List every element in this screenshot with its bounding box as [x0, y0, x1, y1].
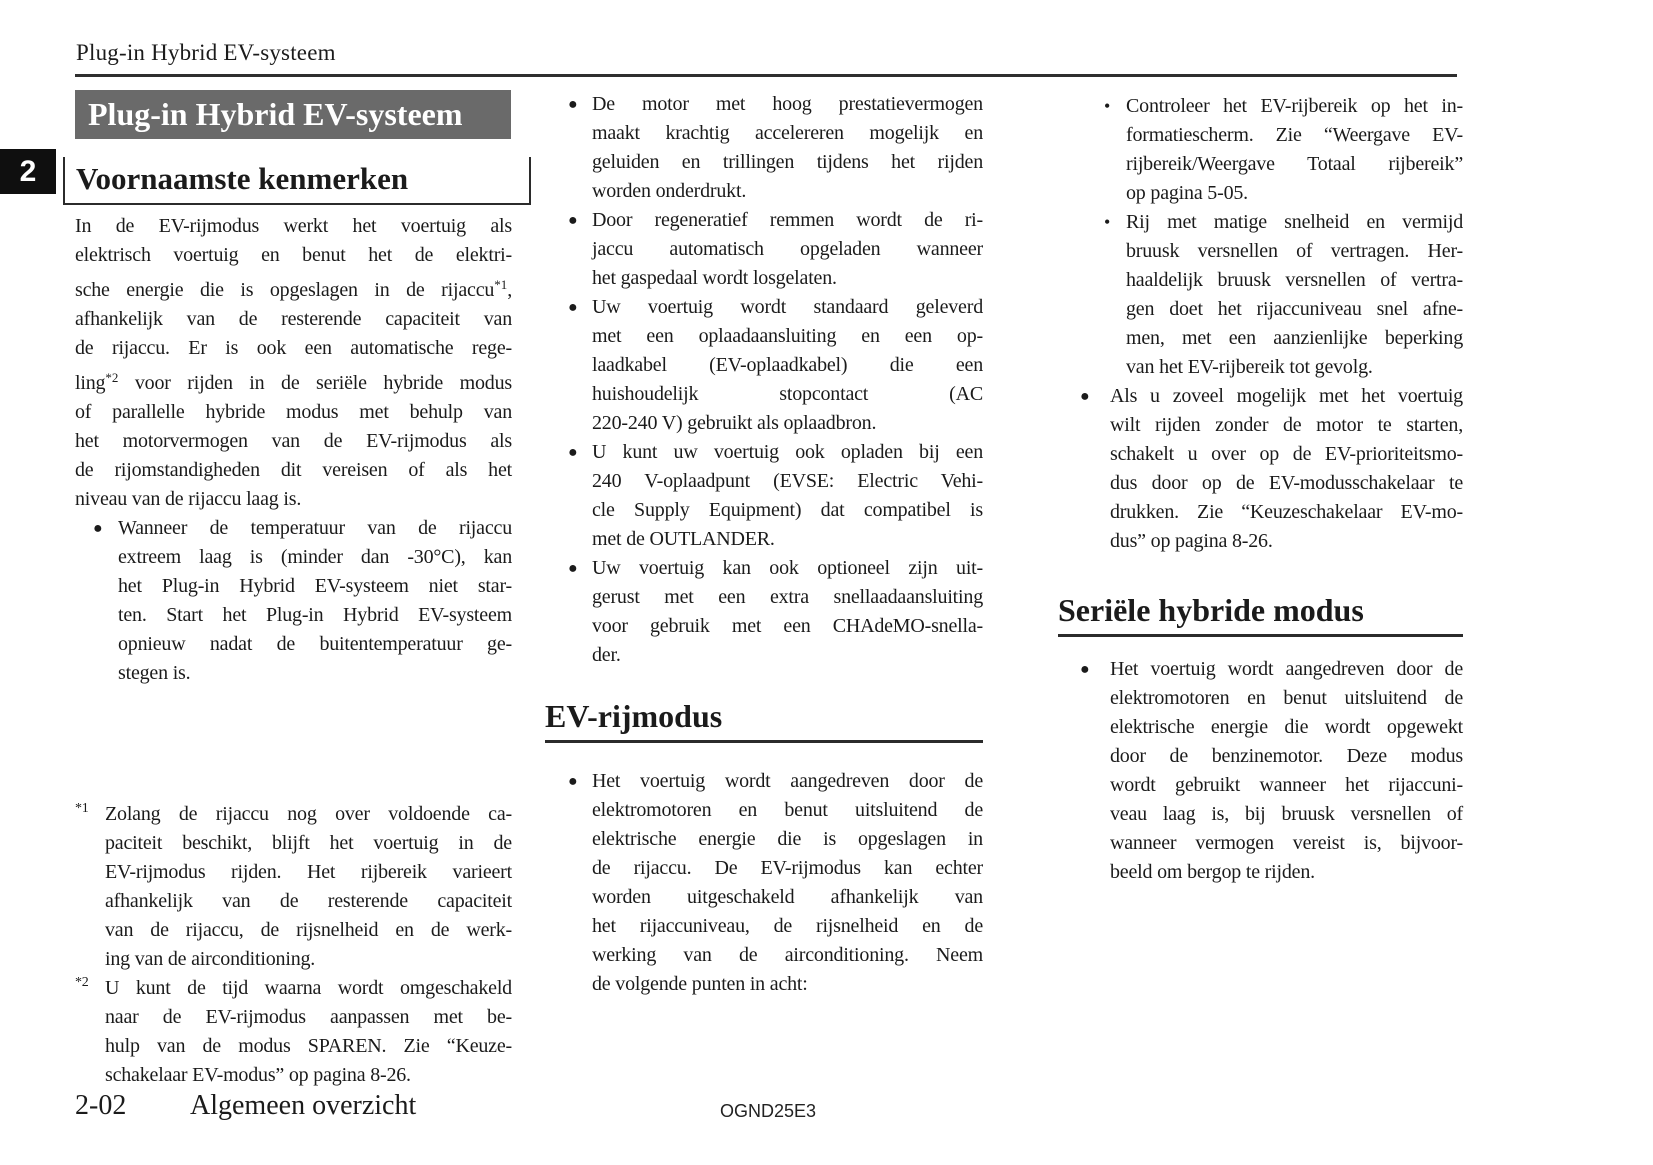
list-item-text: Controleer het EV-rijbereik op het in- formatiescherm. Zie “Weergave EV- rijbereik/Weergave Totaal rijbereik” op pagina 5-05.	[1126, 95, 1463, 204]
list-item	[545, 554, 983, 670]
list-item-text: De motor met hoog prestatievermogen maakt krachtig accelereren mogelijk en geluiden en trillingen tijdens het rijden worden onderdrukt.	[592, 93, 983, 202]
list-item-text: Wanneer de temperatuur van de rijaccu extreem laag is (minder dan -30°C), kan het Plug-in Hybrid EV-systeem niet star- ten. Start het Plug-in Hybrid EV-systeem opnieuw nadat de buitentemperatuur ge- stegen is.	[118, 517, 512, 684]
bullet-icon: ●	[568, 212, 578, 229]
footer-doc-code: OGND25E3	[720, 1101, 817, 1121]
list-item	[75, 514, 512, 688]
list-item-text: Als u zoveel mogelijk met het voertuig wilt rijden zonder de motor te starten, schakelt u over op de EV-prioriteitsmo- dus door op de EV-modusschakelaar te drukken. Zie “Keuzeschakelaar EV-mo- dus” op pagina 8-26.	[1110, 385, 1463, 552]
list-item	[545, 90, 983, 206]
bullet-icon: ●	[568, 560, 578, 577]
column-right	[1058, 92, 1463, 887]
sub-list-item	[1058, 208, 1463, 382]
list-item-text: Het voertuig wordt aangedreven door de elektromotoren en benut uitsluitend de elektrische energie die wordt opgewekt door de benzinemotor. Deze modus wordt gebruikt wanneer het rijaccuni- veau laag is, bij bruusk versnellen of wanneer vermogen vereist is, bijvoor- beeld om bergop te rijden.	[1110, 658, 1463, 883]
footnote	[75, 974, 512, 1090]
header-rule	[75, 74, 1457, 77]
column-middle	[545, 90, 983, 999]
sub-bullet-icon: •	[1104, 212, 1111, 232]
list-item	[1058, 382, 1463, 556]
list-item-text: Uw voertuig kan ook optioneel zijn uit- gerust met een extra snellaadaansluiting voor gebruik met een CHAdeMO-snella- der.	[592, 557, 983, 666]
bullet-icon: ●	[93, 520, 103, 537]
bullet-icon: ●	[1080, 388, 1090, 405]
list-item	[545, 206, 983, 293]
footnote	[75, 800, 512, 974]
section-heading: Seriële hybride modus	[1058, 590, 1463, 637]
list-item-text: Door regeneratief remmen wordt de ri- jaccu automatisch opgeladen wanneer het gaspedaal wordt losgelaten.	[592, 209, 983, 289]
list-item	[545, 438, 983, 554]
list-item	[545, 767, 983, 999]
section-heading: Voornaamste kenmerken	[76, 161, 409, 196]
list-item	[545, 293, 983, 438]
footnote-marker: *1	[75, 801, 89, 816]
list-item-text: Het voertuig wordt aangedreven door de elektromotoren en benut uitsluitend de elektrische energie die is opgeslagen in de rijaccu. De EV-rijmodus kan echter worden uitgeschakeld afhankelijk van het rijaccuniveau, de rijsnelheid en de werking van de airconditioning. Neem de volgende punten in acht:	[592, 770, 983, 995]
footnote-marker: *2	[75, 975, 89, 990]
footer-page-number: 2-02	[75, 1090, 127, 1121]
section-heading-box	[63, 157, 531, 205]
column-left	[75, 212, 512, 1090]
footnote-text: Zolang de rijaccu nog over voldoende ca- paciteit beschikt, blijft het voertuig in de EV-rijmodus rijden. Het rijbereik varieert afhankelijk van de resterende capaciteit van de rijaccu, de rijsnelheid en de werk- ing van de airconditioning.	[105, 803, 512, 970]
bullet-icon: ●	[568, 299, 578, 316]
chapter-number-tab: 2	[0, 149, 56, 194]
footnotes	[75, 800, 512, 1090]
sub-bullet-icon: •	[1104, 96, 1111, 116]
section-heading: EV-rijmodus	[545, 696, 983, 743]
list-item-text: Uw voertuig wordt standaard geleverd met een oplaadaansluiting en een op- laadkabel (EV-oplaadkabel) die een huishoudelijk stopcontact (AC 220-240 V) gebruikt als oplaadbron.	[592, 296, 983, 434]
footnote-text: U kunt de tijd waarna wordt omgeschakeld naar de EV-rijmodus aanpassen met be- hulp van de modus SPAREN. Zie “Keuze- schakelaar EV-modus” op pagina 8-26.	[105, 977, 512, 1086]
running-head: Plug-in Hybrid EV-systeem	[76, 40, 336, 65]
list-item-text: Rij met matige snelheid en vermijd bruusk versnellen of vertragen. Her- haaldelijk bruusk versnellen of vertra- gen doet het rijaccuniveau snel afne- men, met een aanzienlijke beperking van het EV-rijbereik tot gevolg.	[1126, 211, 1463, 378]
list-item	[1058, 655, 1463, 887]
bullet-icon: ●	[1080, 661, 1090, 678]
list-item-text: U kunt uw voertuig ook opladen bij een 240 V-oplaadpunt (EVSE: Electric Vehi- cle Supply Equipment) dat compatibel is met de OUTLANDER.	[592, 441, 983, 550]
bullet-icon: ●	[568, 773, 578, 790]
bullet-icon: ●	[568, 444, 578, 461]
sub-list-item	[1058, 92, 1463, 208]
footer-section-title: Algemeen overzicht	[190, 1090, 417, 1121]
bullet-icon: ●	[568, 96, 578, 113]
intro-paragraph: In de EV-rijmodus werkt het voertuig als elektrisch voertuig en benut het de elektri- sche energie die is opgeslagen in de rijaccu$^{*1}$, afhankelijk van de resterende capaciteit van de rijaccu. Er is ook een automatische rege- ling$^{*2}$ voor rijden in de seriële hybride modus of parallelle hybride modus met behulp van het motorvermogen van de EV-rijmodus als de rijomstandigheden dit vereisen of als het niveau van de rijaccu laag is.	[75, 215, 512, 510]
chapter-banner: Plug-in Hybrid EV-systeem	[75, 90, 511, 139]
